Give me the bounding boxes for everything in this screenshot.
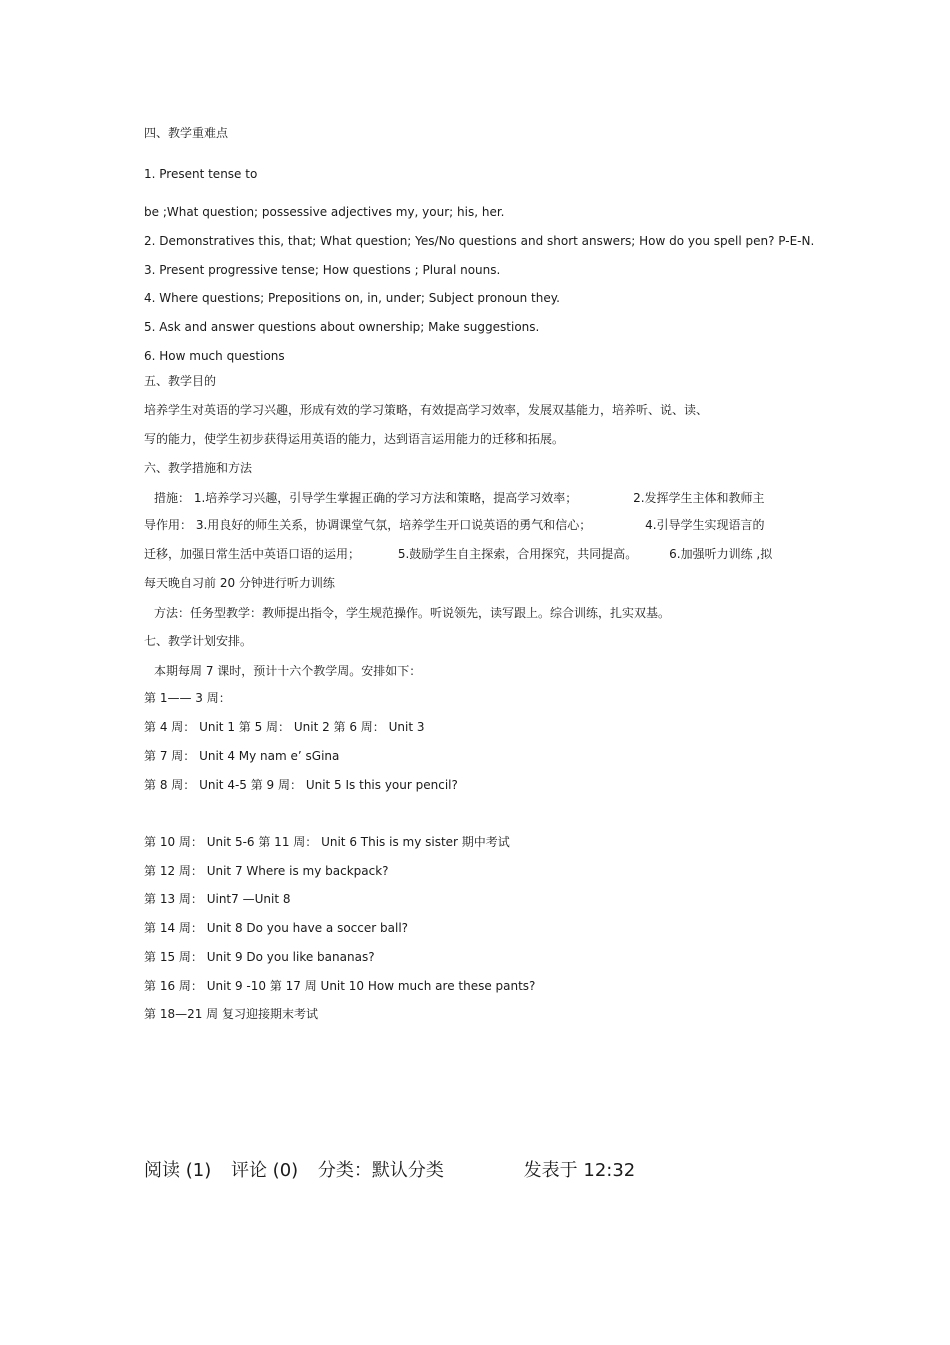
goals-line: 培养学生对英语的学习兴趣，形成有效的学习策略，有效提高学习效率，发展双基能力，培养听、说、读、	[144, 403, 709, 417]
week-line: 第 18—21 周 复习迎接期末考试	[144, 1007, 318, 1021]
week-line: 第 16 周： Unit 9 -10 第 17 周 Unit 10 How much are these pants?	[144, 979, 536, 993]
week-line: 第 4 周： Unit 1 第 5 周： Unit 2 第 6 周： Unit 3	[144, 720, 425, 734]
section-heading-goals: 五、教学目的	[144, 374, 217, 388]
measure-text: 5.鼓励学生自主探索，合用探究，共同提高。	[397, 547, 638, 561]
measure-text: 2.发挥学生主体和教师主	[633, 491, 765, 505]
post-footer	[144, 1159, 635, 1183]
comment-count-link[interactable]: 评论 (0)	[230, 1160, 299, 1181]
week-line: 第 8 周： Unit 4-5 第 9 周： Unit 5 Is this your pencil?	[144, 778, 458, 792]
measures-line	[144, 546, 772, 562]
measure-text: 措施： 1.培养学习兴趣，引导学生掌握正确的学习方法和策略，提高学习效率；	[154, 491, 578, 505]
measure-text: 导作用： 3.用良好的师生关系，协调课堂气氛，培养学生开口说英语的勇气和信心；	[144, 518, 592, 532]
week-line: 第 10 周： Unit 5-6 第 11 周： Unit 6 This is my sister 期中考试	[144, 835, 510, 849]
measures-line	[154, 490, 765, 506]
measures-line	[144, 575, 335, 591]
measure-text: 迁移，加强日常生活中英语口语的运用；	[144, 547, 361, 561]
measure-text: 4.引导学生实现语言的	[645, 518, 765, 532]
difficulty-item: 3. Present progressive tense; How questions ; Plural nouns.	[144, 263, 501, 277]
difficulty-item: be ;What question; possessive adjectives my, your; his, her.	[144, 205, 505, 219]
goals-line: 写的能力，使学生初步获得运用英语的能力，达到语言运用能力的迁移和拓展。	[144, 432, 565, 446]
read-count-link[interactable]: 阅读 (1)	[144, 1160, 212, 1181]
plan-intro: 本期每周 7 课时，预计十六个教学周。安排如下：	[154, 664, 422, 678]
difficulty-item: 2. Demonstratives this, that; What question; Yes/No questions and short answers; How do you spell pen? P-E-N.	[144, 234, 815, 248]
approach-line: 方法：任务型教学：教师提出指令，学生规范操作。听说领先，读写跟上。综合训练，扎实双基。	[154, 606, 671, 620]
measure-text: 6.加强听力训练 ,拟	[669, 547, 773, 561]
week-line: 第 12 周： Unit 7 Where is my backpack?	[144, 864, 389, 878]
week-line: 第 1—— 3 周：	[144, 691, 231, 705]
difficulty-item: 1. Present tense to	[144, 167, 258, 181]
difficulty-item: 4. Where questions; Prepositions on, in, under; Subject pronoun they.	[144, 291, 560, 305]
section-heading-difficulties: 四、教学重难点	[144, 126, 229, 140]
week-line: 第 13 周： Uint7 —Unit 8	[144, 892, 291, 906]
difficulty-item: 6. How much questions	[144, 349, 285, 363]
week-line: 第 7 周： Unit 4 My nam e’ sGina	[144, 749, 340, 763]
category-label: 分类：默认分类	[317, 1160, 444, 1181]
difficulty-item: 5. Ask and answer questions about ownership; Make suggestions.	[144, 320, 540, 334]
measures-line	[144, 517, 765, 533]
week-line: 第 14 周： Unit 8 Do you have a soccer ball?	[144, 921, 409, 935]
week-line: 第 15 周： Unit 9 Do you like bananas?	[144, 950, 375, 964]
section-heading-methods: 六、教学措施和方法	[144, 461, 253, 475]
section-heading-plan: 七、教学计划安排。	[144, 634, 253, 648]
measure-text: 每天晚自习前 20 分钟进行听力训练	[144, 576, 335, 590]
posted-time: 发表于 12:32	[523, 1160, 636, 1181]
